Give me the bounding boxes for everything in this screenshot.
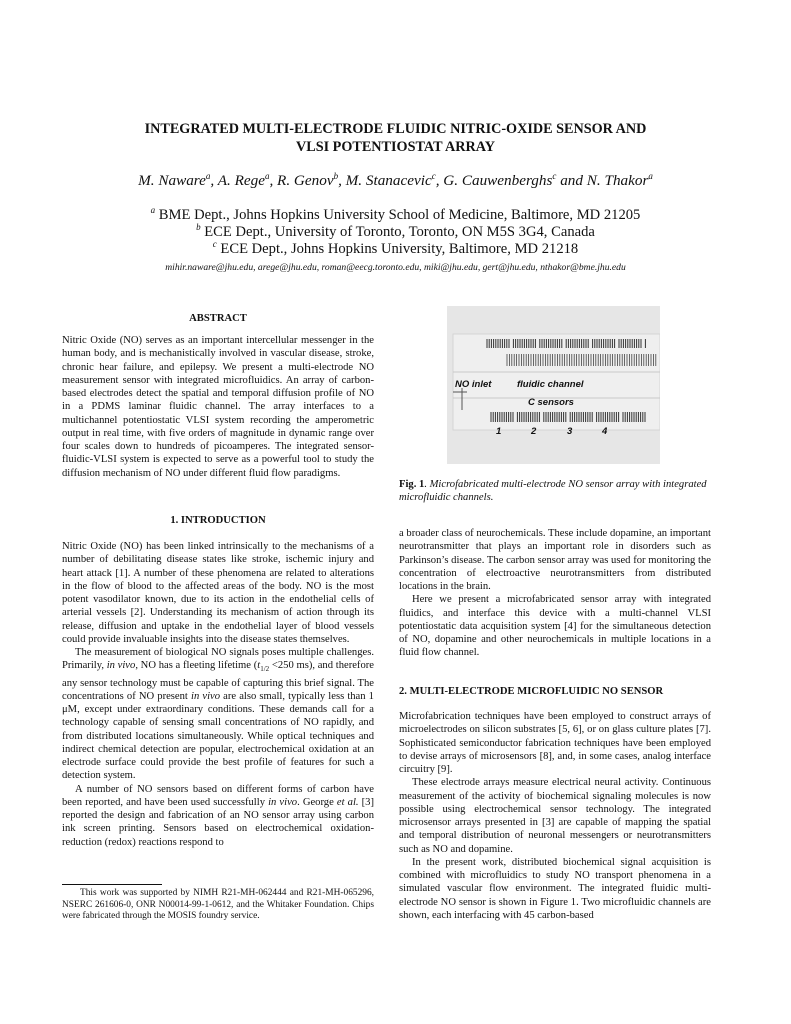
title-line-2: VLSI POTENTIOSTAT ARRAY [296,139,495,155]
author: G. Cauwenberghs [443,172,553,190]
affiliation-c [40,239,751,258]
title-line-1: INTEGRATED MULTI-ELECTRODE FLUIDIC NITRIC-OXIDE SENSOR AND [144,121,647,137]
author: M. Stanacevic [345,172,432,190]
text-italic: in vivo [268,796,298,808]
abstract-paragraph: Nitric Oxide (NO) serves as an important intercellular messenger in the human body, and is mechanistically involved in vascular disease, stroke, chronic hear failure, and epilepsy. We present a multi-electrode NO measurement sensor with integrated microfluidics. An array of carbon-based electrodes detect the spatial and temporal diffusion profile of NO in a PDMS laminar fluidic channel. The array interfaces to a multichannel potentiostatic VLSI system recording the amperometric output in real time, with five orders of magnitude in dynamic range over four scales down to hundreds of picoamperes. The integrated sensor-fluidic-VLSI system is expected to serve as a powerful tool to study the diffusion mechanism of NO under different fluid flow paradigms. [62,335,374,479]
author: R. Genov [277,172,334,190]
text-italic: in vivo [106,660,136,672]
text-run: , NO has a fleeting lifetime ( [135,660,258,672]
author-sup: a [264,171,270,181]
figure-1-caption: Fig. 1. Microfabricated multi-electrode NO sensor array with integrated microfluidic channels. [399,479,707,504]
footnote-rule [62,884,162,885]
math-sub: 1/2 [260,665,270,674]
aff-sup: b [196,222,201,232]
sensor-array-photo [447,306,660,464]
aff-sup: a [150,205,156,215]
abstract-text [62,334,374,480]
text-run: . George [297,796,337,808]
author-list: M. Naware$^a$, A. Rege$^a$, R. Genov$^b$, M. Stanacevic$^c$, G. Cauwenberghs$^c$ and N. Thakor$^a$ [138,171,653,190]
text-italic: in vivo [191,690,221,702]
intro-paragraph-4: a broader class of neurochemicals. These include dopamine, an important neurotransmitter that plays an important role in disorders such as Parkinson’s disease. The carbon sensor array was used for monitoring the concentration of electroactive neurotransmitters from distributed locations in the brain. [399,528,711,592]
author-sup: c [552,171,557,181]
text-run: are also small, typically less than 1 μM, except under extraordinary conditions. These demands call for a technology capable of sensing small concentrations of NO rapidly, and from distributed locations simultaneously. While optical techniques and indirect chemical detection are popular, electrochemical oxidation at an electrode surface could provide the best profile of features for such a detection system. [62,690,374,782]
abstract-heading: ABSTRACT [189,313,247,324]
intro-text [62,540,374,849]
intro-paragraph-5: Here we present a microfabricated sensor array with integrated fluidics, and interface this device with a multi-channel VLSI potentiostatic data acquisition system [4] for the simultaneous detection of NO, dopamine and other neurochemicals in multiple locations in a fluid flow channel. [399,594,711,659]
author: M. Naware [138,172,206,190]
intro-paragraph-2 [62,646,374,783]
intro-paragraph-1: Nitric Oxide (NO) has been linked intrinsically to the mechanisms of a number of debilitating disease states like stroke, ischemic injury and heart attack [1]. A number of these phenomena are related to alterations in the flow of blood to the affected areas of the body. NO is the most potent vasodilator known, due to its action in the endothelial cells of arterial vessels [2]. Understanding its mechanism of action through its release, diffusion and uptake in the endothelial layer of blood vessels could provide invaluable insights into the disease states themselves. [62,541,374,645]
paper-title [60,120,731,156]
footnote: This work was supported by NIMH R21-MH-062444 and R21-MH-065296, NSERC 261606-0, ONR N00014-99-1-0612, and the Whitaker Foundation. Chips were fabricated through the MOSIS foundry service. [62,888,374,921]
section-2-paragraph-3: In the present work, distributed biochemical signal acquisition is combined with microfluidics to study NO transport phenomena in a simulated vascular flow environment. The integrated fluidic multi-electrode NO sensor is shown in Figure 1. Two microfluidic channels are shown, each interfacing with 45 carbon-based [399,856,711,921]
author-sup: c [431,171,436,181]
text-run: <250 ms), and therefore any sensor technology must be capable of capturing this brief signal. The concentrations of NO present [62,660,374,702]
fig-num-4: 4 [602,426,608,437]
intro-paragraph-3 [62,783,374,849]
caption-label: Fig. 1 [399,479,425,490]
aff-sup: c [212,239,217,249]
math-var: t [257,660,261,672]
fig-label-no-inlet: NO inlet [455,379,492,390]
section-2-paragraph-2: These electrode arrays measure electrical neural activity. Continuous measurement of the activity of biochemical signaling molecules is now possible using electrochemical sensor technology. The integrated microsensor arrays presented in [3] are capable of mapping the spatial and temporal distribution of neuronal messengers or neurotransmitters such as NO and dopamine. [399,777,711,855]
section-2-paragraph-1: Microfabrication techniques have been employed to construct arrays of microelectrodes on silicon substrates [5, 6], or on glass culture plates [7]. Sophisticated semiconductor fabrication techniques have been employed to devise arrays of microsensors [8], and, in some cases, analog interface circuitry [9]. [399,711,711,775]
figure-1-image [447,306,660,464]
author-sup: b [333,171,339,181]
right-column-intro [399,527,711,660]
author: N. Thakor [586,172,649,190]
fig-num-1: 1 [496,426,502,437]
text-run: The measurement of biological NO signals poses multiple challenges. Primarily, [62,647,374,672]
author-sup: a [205,171,211,181]
email-list: mihir.naware@jhu.edu, arege@jhu.edu, roman@eecg.toronto.edu, miki@jhu.edu, gert@jhu.edu, nthakor@bme.jhu.edu [165,262,626,273]
fig-label-c-sensors: C sensors [528,397,574,408]
intro-heading: 1. INTRODUCTION [170,515,266,526]
section-2-text [399,710,711,922]
fig-label-fluidic-channel: fluidic channel [517,379,584,390]
aff-text: ECE Dept., University of Toronto, Toronto, ON M5S 3G4, Canada [204,223,595,240]
author-sup: a [648,171,653,181]
author: A. Rege [217,172,265,190]
aff-text: ECE Dept., Johns Hopkins University, Baltimore, MD 21218 [220,240,579,257]
text-run: [3] reported the design and fabrication of an NO sensor array using carbon ink screen printing. Sensors based on electrochemical oxidation-reduction (redox) reactions respond to [62,796,374,848]
aff-text: BME Dept., Johns Hopkins University School of Medicine, Baltimore, MD 21205 [158,206,641,223]
text-italic: et al. [336,796,359,808]
caption-text: Microfabricated multi-electrode NO sensor array with integrated microfluidic channels. [399,479,707,504]
text-run: A number of NO sensors based on different forms of carbon have been reported, and have been used successfully [62,783,374,808]
fig-num-3: 3 [567,426,573,437]
section-2-heading: 2. MULTI-ELECTRODE MICROFLUIDIC NO SENSOR [399,686,664,697]
fig-num-2: 2 [531,426,537,437]
